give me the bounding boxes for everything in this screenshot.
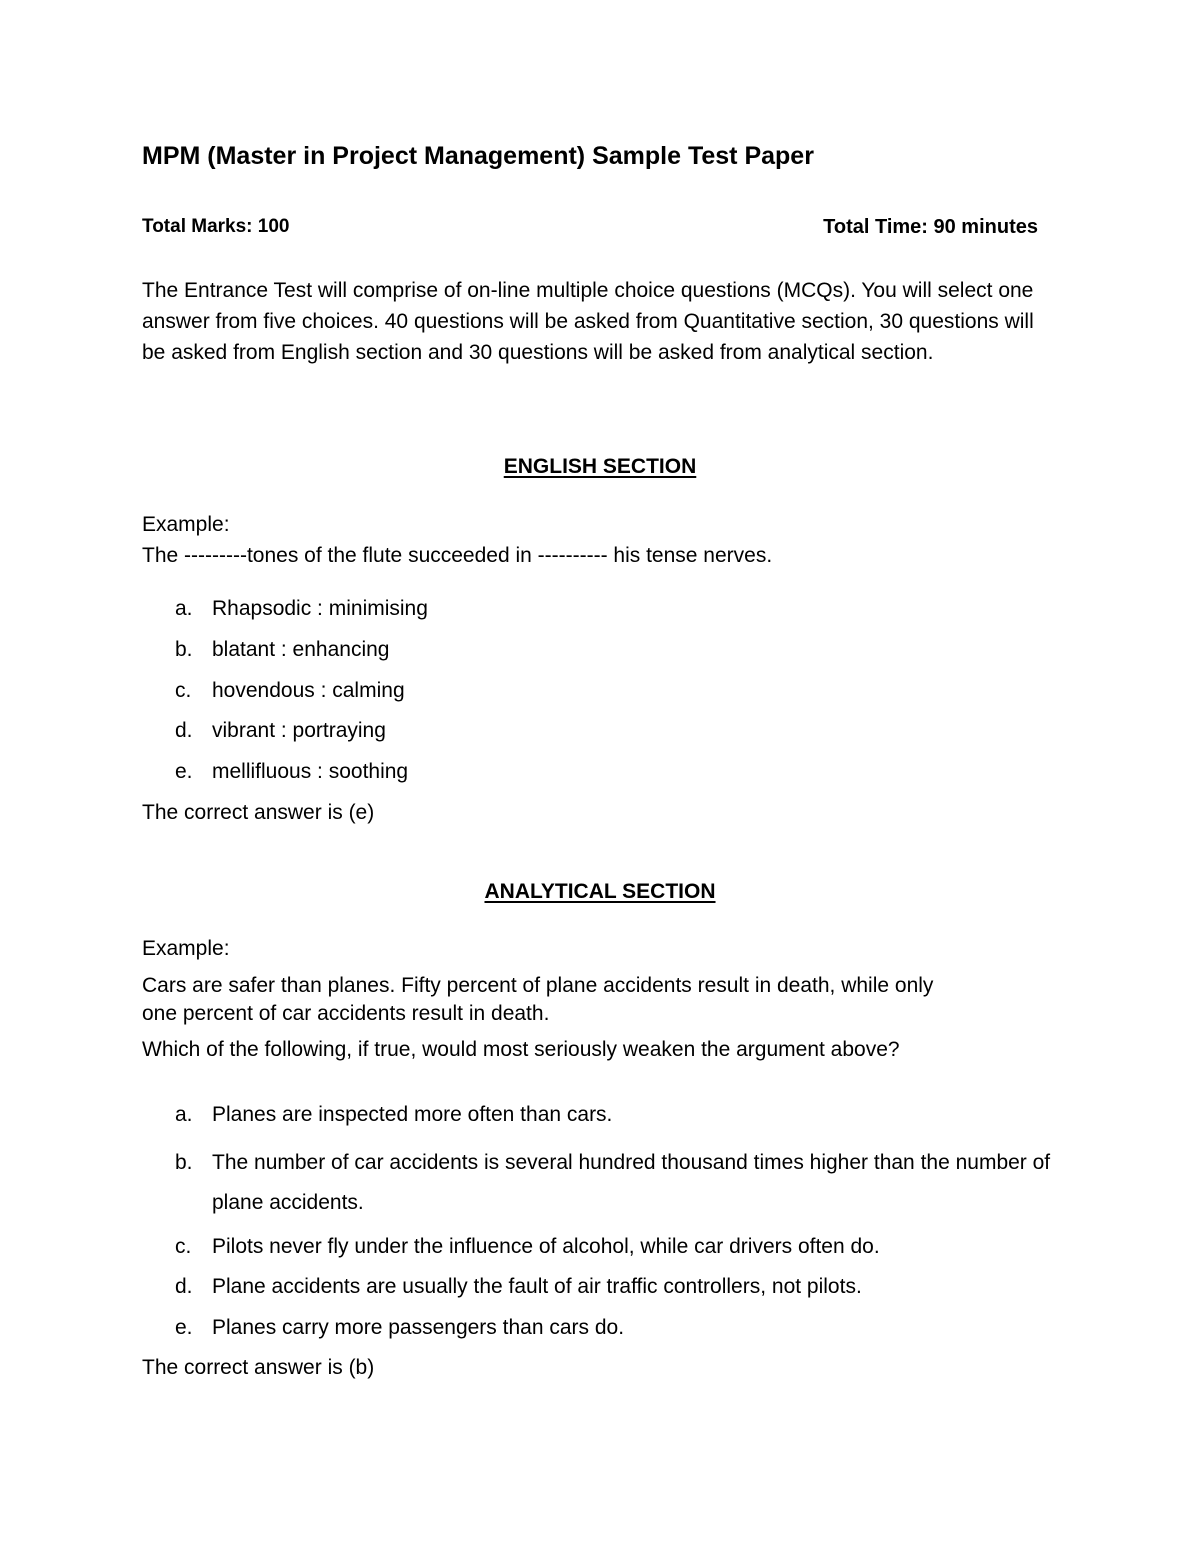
- analytical-passage-line-2: one percent of car accidents result in death.: [142, 1002, 550, 1025]
- english-option-b: [175, 638, 389, 662]
- option-text: Planes carry more passengers than cars do.: [212, 1316, 625, 1339]
- option-text: Plane accidents are usually the fault of air traffic controllers, not pilots.: [212, 1275, 862, 1298]
- total-time: Total Time: 90 minutes: [823, 216, 1038, 238]
- option-text: vibrant : portraying: [212, 719, 386, 742]
- analytical-example-label: Example:: [142, 937, 230, 960]
- option-letter: e.: [175, 1316, 193, 1339]
- english-section-heading: ENGLISH SECTION: [503, 455, 697, 478]
- option-letter: d.: [175, 719, 193, 742]
- option-letter: c.: [175, 679, 192, 702]
- option-text: Pilots never fly under the influence of alcohol, while car drivers often do.: [212, 1235, 880, 1258]
- analytical-answer: The correct answer is (b): [142, 1356, 375, 1379]
- english-option-e: [175, 760, 408, 784]
- analytical-option-e: [175, 1316, 624, 1340]
- english-option-d: [175, 719, 386, 743]
- english-example-label: Example:: [142, 513, 230, 536]
- option-text: Rhapsodic : minimising: [212, 597, 428, 620]
- option-letter: d.: [175, 1275, 193, 1298]
- option-text: hovendous : calming: [212, 679, 405, 702]
- analytical-passage-line-1: Cars are safer than planes. Fifty percent of plane accidents result in death, while only: [142, 974, 934, 997]
- analytical-option-a: [175, 1103, 612, 1127]
- english-answer: The correct answer is (e): [142, 801, 375, 824]
- option-letter: b.: [175, 638, 193, 661]
- intro-paragraph: The Entrance Test will comprise of on-line multiple choice questions (MCQs). You will select one answer from five choices. 40 questions will be asked from Quantitative section, 30 questions will be asked from English section and 30 questions will be asked from analytical section.: [142, 279, 1034, 364]
- option-text: mellifluous : soothing: [212, 760, 409, 783]
- analytical-option-d: [175, 1275, 862, 1299]
- option-letter: e.: [175, 760, 193, 783]
- analytical-option-c: [175, 1235, 880, 1259]
- page-title: MPM (Master in Project Management) Sample Test Paper: [142, 142, 814, 170]
- analytical-option-b: [175, 1143, 1055, 1223]
- analytical-question: Which of the following, if true, would most seriously weaken the argument above?: [142, 1038, 900, 1061]
- analytical-section-heading: ANALYTICAL SECTION: [484, 880, 716, 903]
- english-question: The ---------tones of the flute succeeded in ---------- his tense nerves.: [142, 544, 773, 567]
- english-option-a: [175, 597, 428, 621]
- option-letter: a.: [175, 1103, 193, 1126]
- option-letter: b.: [175, 1151, 193, 1174]
- option-text: The number of car accidents is several hundred thousand times higher than the number of plane accidents.: [212, 1151, 1051, 1214]
- total-marks: Total Marks: 100: [142, 216, 290, 237]
- option-letter: a.: [175, 597, 193, 620]
- option-text: blatant : enhancing: [212, 638, 390, 661]
- option-text: Planes are inspected more often than cars.: [212, 1103, 613, 1126]
- english-option-c: [175, 679, 405, 703]
- option-letter: c.: [175, 1235, 192, 1258]
